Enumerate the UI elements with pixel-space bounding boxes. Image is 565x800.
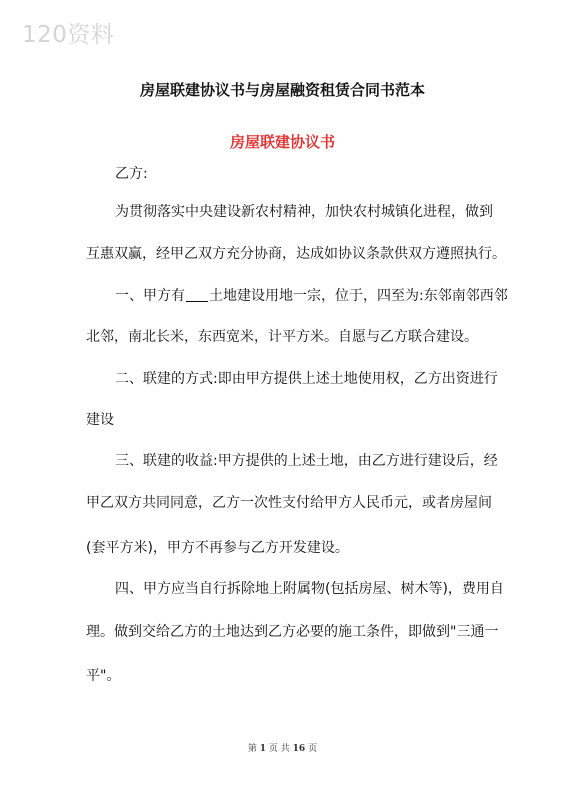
paragraph-line: 甲乙双方共同同意，乙方一次性支付给甲方人民币元，或者房屋间 [86, 495, 492, 511]
paragraph-line: 三、联建的收益:甲方提供的上述土地，由乙方进行建设后，经 [115, 453, 498, 469]
fill-in-blank [186, 287, 208, 302]
paragraph-line [115, 285, 508, 305]
document-title: 房屋联建协议书与房屋融资租赁合同书范本 [139, 81, 425, 99]
paragraph-line: (套平方米)，甲方不再参与乙方开发建设。 [86, 540, 349, 556]
paragraph-line: 平"。 [86, 668, 121, 684]
paragraph-text: 一、甲方有 [115, 288, 185, 304]
paragraph-line: 为贯彻落实中央建设新农村精神，加快农村城镇化进程，做到 [115, 204, 493, 220]
paragraph-line: 建设 [86, 412, 114, 428]
paragraph-line: 二、联建的方式:即由甲方提供上述土地使用权，乙方出资进行 [115, 371, 498, 387]
page-suffix: 页 [308, 744, 318, 754]
paragraph-line: 理。做到交给乙方的土地达到乙方必要的施工条件，即做到"三通一 [86, 624, 499, 640]
paragraph-line: 互惠双赢，经甲乙双方充分协商，达成如协议条款供双方遵照执行。 [86, 246, 506, 262]
page-current: 1 [259, 744, 267, 754]
paragraph-line: 北邻，南北长米，东西宽米，计平方米。自愿与乙方联合建设。 [86, 329, 478, 345]
page-total: 16 [292, 744, 306, 754]
paragraph-line: 四、甲方应当自行拆除地上附属物(包括房屋、树木等)，费用自 [115, 581, 504, 597]
page-mid: 页 共 [268, 744, 290, 754]
paragraph-text: 土地建设用地一宗，位于，四至为:东邻南邻西邻 [209, 288, 508, 304]
watermark: 120资料 [22, 22, 115, 48]
page-prefix: 第 [247, 744, 257, 754]
page-number [0, 741, 565, 754]
section-title: 房屋联建协议书 [229, 133, 335, 151]
paragraph-line: 乙方: [115, 166, 148, 182]
